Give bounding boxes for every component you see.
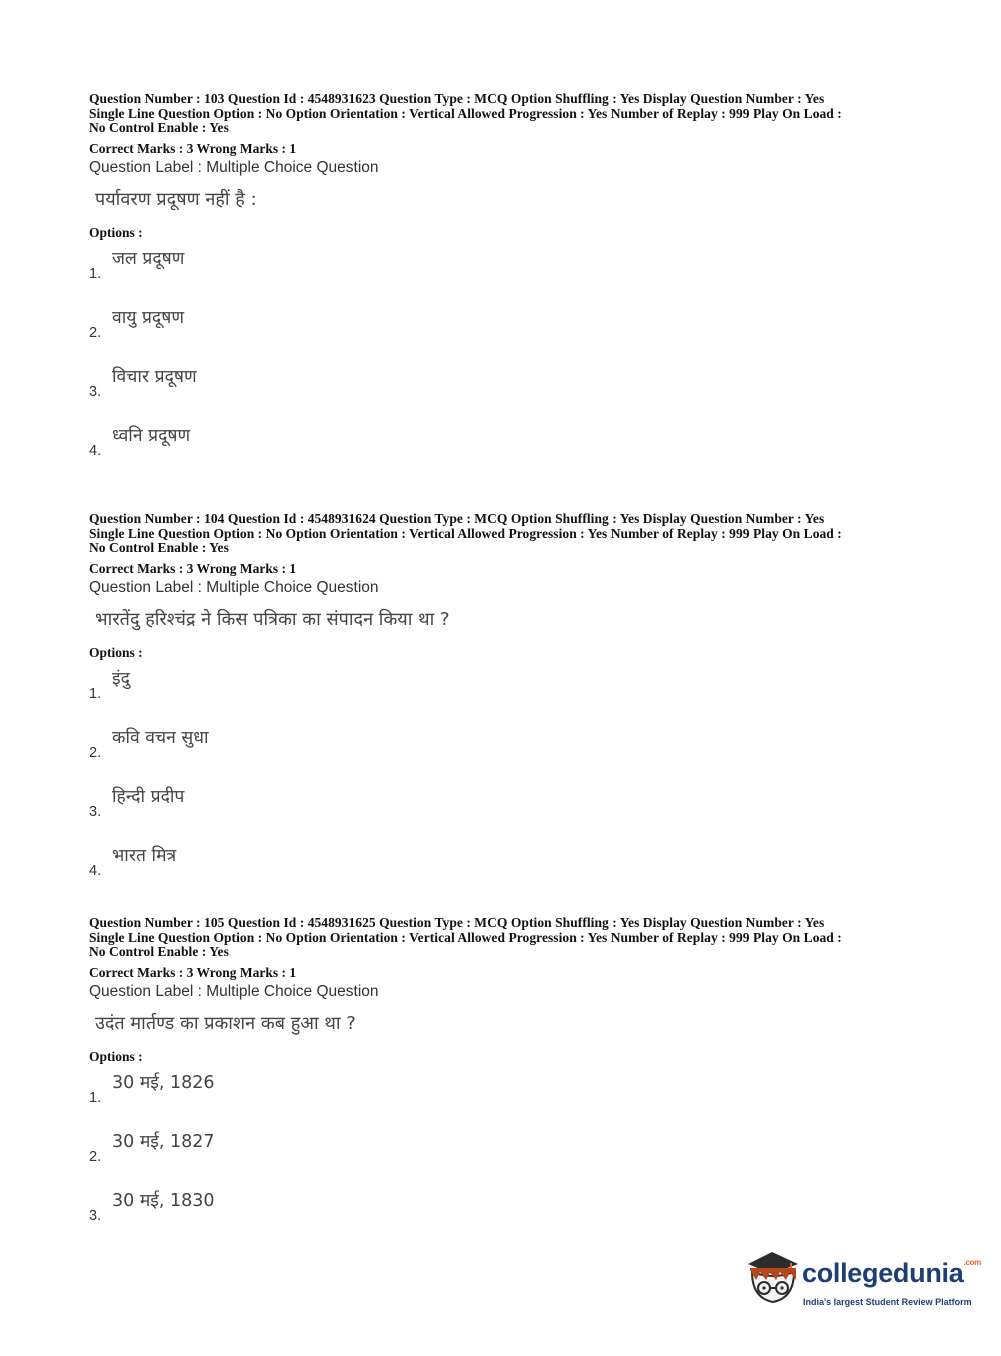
option-number: 2.: [89, 324, 102, 341]
option-item[interactable]: [89, 666, 919, 725]
option-item[interactable]: [89, 423, 919, 482]
logo-tagline: India's largest Student Review Platform: [803, 1297, 972, 1307]
meta-line: No Control Enable : Yes: [89, 944, 229, 959]
meta-line: No Control Enable : Yes: [89, 540, 229, 555]
option-number: 2.: [89, 744, 102, 761]
meta-line: Single Line Question Option : No Option Orientation : Vertical Allowed Progression : Yes Number of Replay : 999 Play On Load :: [89, 525, 842, 541]
options-heading: Options :: [89, 644, 143, 660]
logo-wordmark: [802, 1258, 981, 1289]
question-block-105: [89, 916, 919, 1247]
option-number: 4.: [89, 442, 102, 459]
option-number: 3.: [89, 383, 102, 400]
option-number: 3.: [89, 803, 102, 820]
question-meta: [89, 916, 919, 960]
question-text: भारतेंदु हरिश्चंद्र ने किस पत्रिका का संपादन किया था ?: [95, 608, 450, 630]
logo-suffix: .com: [963, 1258, 981, 1267]
option-item[interactable]: [89, 305, 919, 364]
question-text: उदंत मार्तण्ड का प्रकाशन कब हुआ था ?: [95, 1012, 356, 1034]
question-label: Question Label : Multiple Choice Question: [89, 982, 379, 1000]
marks-info: Correct Marks : 3 Wrong Marks : 1: [89, 560, 297, 576]
option-text: इंदु: [112, 668, 130, 689]
meta-line: Question Number : 103 Question Id : 4548931623 Question Type : MCQ Option Shuffling : Yes Display Question Number : Yes: [89, 91, 825, 106]
option-item[interactable]: [89, 725, 919, 784]
option-item[interactable]: [89, 1070, 919, 1129]
question-meta: [89, 512, 919, 556]
question-block-103: [89, 92, 919, 482]
option-text: हिन्दी प्रदीप: [112, 786, 185, 807]
question-text: पर्यावरण प्रदूषण नहीं है :: [95, 188, 257, 210]
question-label: Question Label : Multiple Choice Question: [89, 578, 379, 596]
option-text: कवि वचन सुधा: [112, 727, 209, 748]
meta-line: Single Line Question Option : No Option Orientation : Vertical Allowed Progression : Yes Number of Replay : 999 Play On Load :: [89, 105, 842, 121]
meta-line: Single Line Question Option : No Option Orientation : Vertical Allowed Progression : Yes Number of Replay : 999 Play On Load :: [89, 929, 842, 945]
mascot-icon: [742, 1250, 804, 1314]
option-text: वायु प्रदूषण: [112, 307, 184, 328]
question-label: Question Label : Multiple Choice Question: [89, 158, 379, 176]
option-item[interactable]: [89, 1188, 919, 1247]
question-block-104: [89, 512, 919, 902]
meta-line: No Control Enable : Yes: [89, 120, 229, 135]
option-number: 1.: [89, 265, 102, 282]
option-item[interactable]: [89, 364, 919, 423]
option-number: 1.: [89, 685, 102, 702]
option-text: 30 मई, 1826: [112, 1072, 215, 1093]
logo-name-text: collegedunia: [802, 1258, 964, 1288]
meta-line: Question Number : 105 Question Id : 4548931625 Question Type : MCQ Option Shuffling : Yes Display Question Number : Yes: [89, 915, 825, 930]
option-text: जल प्रदूषण: [112, 248, 185, 269]
option-text: विचार प्रदूषण: [112, 366, 197, 387]
meta-line: Question Number : 104 Question Id : 4548931624 Question Type : MCQ Option Shuffling : Yes Display Question Number : Yes: [89, 511, 825, 526]
option-item[interactable]: [89, 843, 919, 902]
option-item[interactable]: [89, 246, 919, 305]
marks-info: Correct Marks : 3 Wrong Marks : 1: [89, 140, 297, 156]
marks-info: Correct Marks : 3 Wrong Marks : 1: [89, 964, 297, 980]
option-number: 2.: [89, 1148, 102, 1165]
option-item[interactable]: [89, 784, 919, 843]
options-heading: Options :: [89, 1048, 143, 1064]
collegedunia-logo[interactable]: [742, 1250, 981, 1315]
option-text: 30 मई, 1827: [112, 1131, 215, 1152]
option-text: ध्वनि प्रदूषण: [112, 425, 191, 446]
option-number: 4.: [89, 862, 102, 879]
question-meta: [89, 92, 919, 136]
options-heading: Options :: [89, 224, 143, 240]
option-text: भारत मित्र: [112, 845, 177, 866]
option-number: 3.: [89, 1207, 102, 1224]
option-item[interactable]: [89, 1129, 919, 1188]
option-number: 1.: [89, 1089, 102, 1106]
option-text: 30 मई, 1830: [112, 1190, 215, 1211]
